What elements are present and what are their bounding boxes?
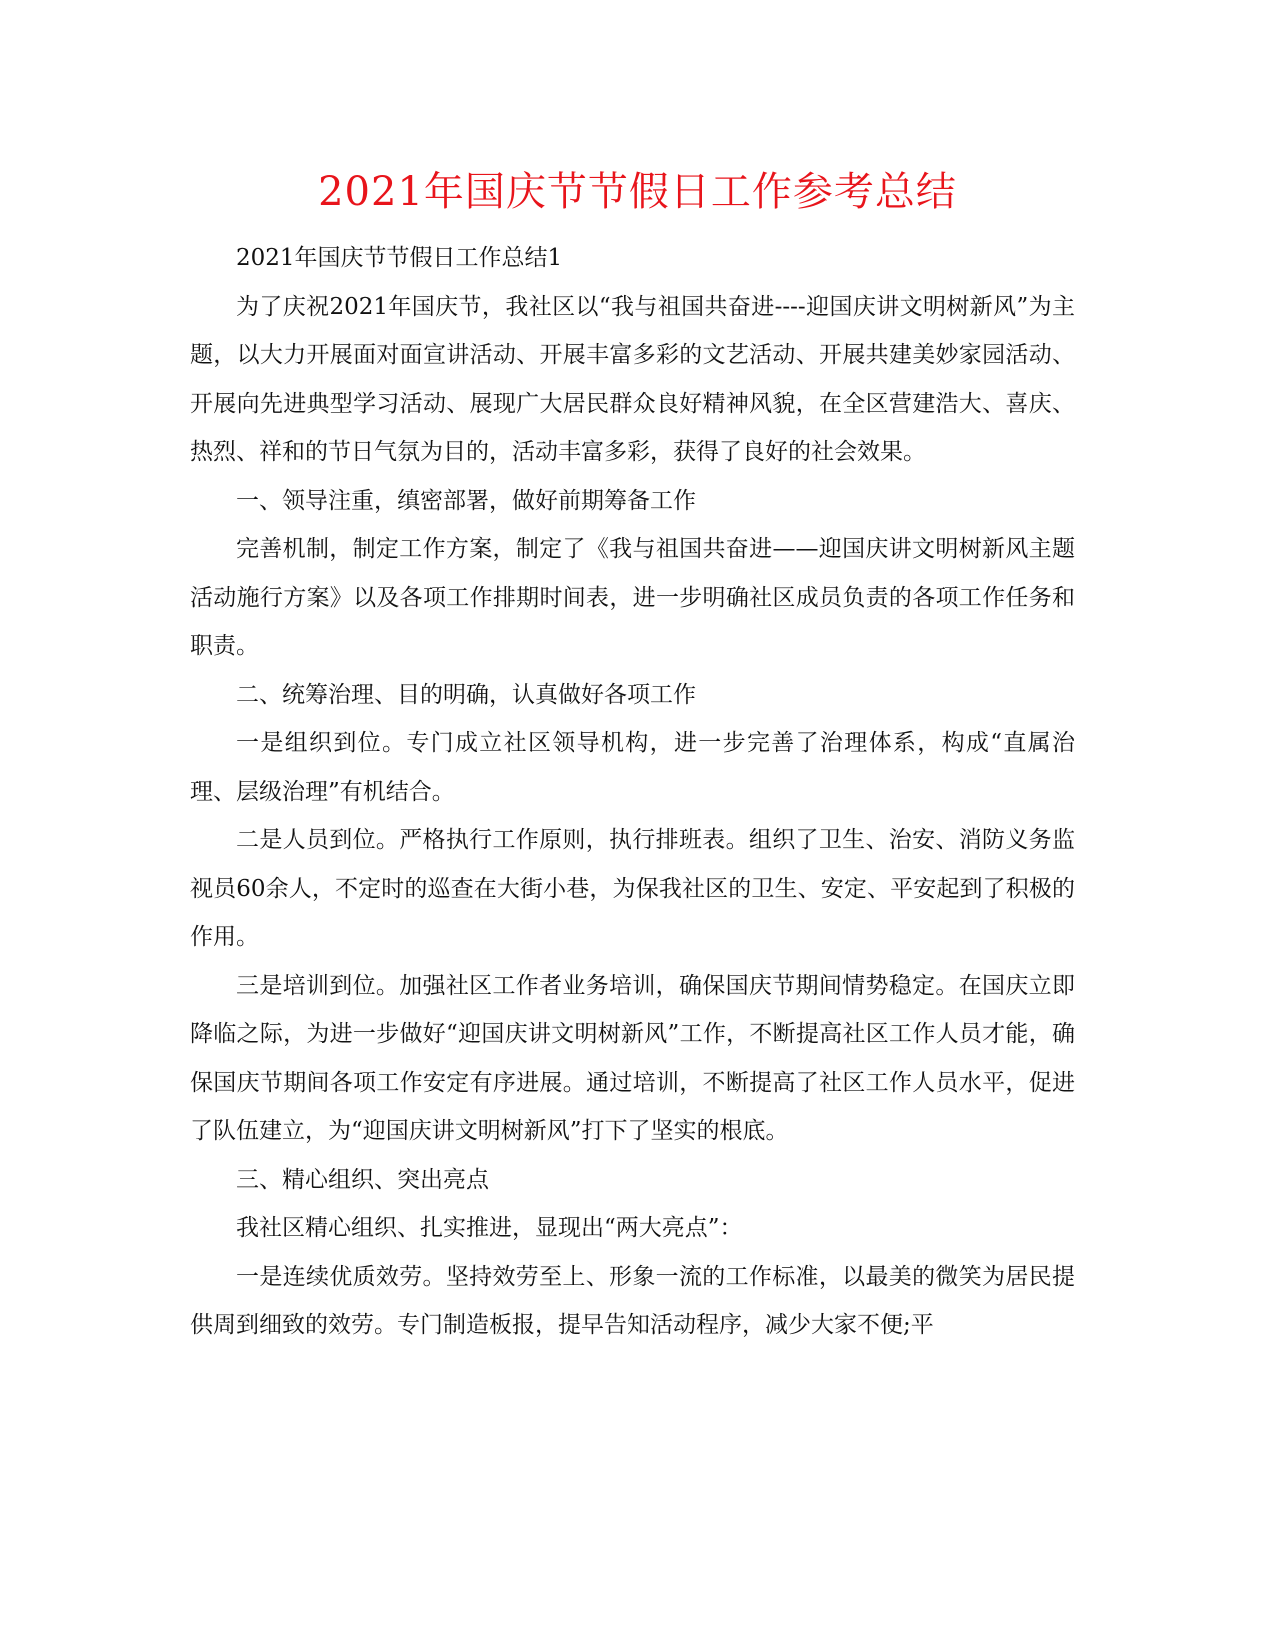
intro-paragraph: 为了庆祝2021年国庆节，我社区以“我与祖国共奋进----迎国庆讲文明树新风”为主题，以大力开展面对面宣讲活动、开展丰富多彩的文艺活动、开展共建美妙家园活动、开展向先进典型学习活动、展现广大居民群众良好精神风貌，在全区营建浩大、喜庆、热烈、祥和的节日气氛为目的，活动丰富多彩，获得了良好的社会效果。 [190,293,1075,465]
body-paragraph: 三是培训到位。加强社区工作者业务培训，确保国庆节期间情势稳定。在国庆立即降临之际，为进一步做好“迎国庆讲文明树新风”工作，不断提高社区工作人员才能，确保国庆节期间各项工作安定有序进展。通过培训，不断提高了社区工作人员水平，促进了队伍建立，为“迎国庆讲文明树新风”打下了坚实的根底。 [190,972,1075,1144]
body-paragraph: 完善机制，制定工作方案，制定了《我与祖国共奋进——迎国庆讲文明树新风主题活动施行方案》以及各项工作排期时间表，进一步明确社区成员负责的各项工作任务和职责。 [190,536,1075,659]
body-paragraph: 我社区精心组织、扎实推进，显现出“两大亮点”： [236,1215,743,1241]
document-title: 2021年国庆节节假日工作参考总结 [318,169,957,215]
subtitle-paragraph: 2021年国庆节节假日工作总结1 [236,245,563,271]
section-heading-2: 二、统筹治理、目的明确，认真做好各项工作 [236,681,696,708]
section-heading-3: 三、精心组织、突出亮点 [236,1166,489,1193]
section-heading-1: 一、领导注重，缜密部署，做好前期筹备工作 [236,487,696,514]
body-paragraph: 二是人员到位。严格执行工作原则，执行排班表。组织了卫生、治安、消防义务监视员60余人，不定时的巡查在大街小巷，为保我社区的卫生、安定、平安起到了积极的作用。 [190,827,1075,950]
body-paragraph: 一是组织到位。专门成立社区领导机构，进一步完善了治理体系，构成“直属治理、层级治理”有机结合。 [190,730,1075,805]
body-paragraph: 一是连续优质效劳。坚持效劳至上、形象一流的工作标准，以最美的微笑为居民提供周到细致的效劳。专门制造板报，提早告知活动程序，减少大家不便;平 [190,1263,1075,1338]
document-body [190,234,1075,1350]
